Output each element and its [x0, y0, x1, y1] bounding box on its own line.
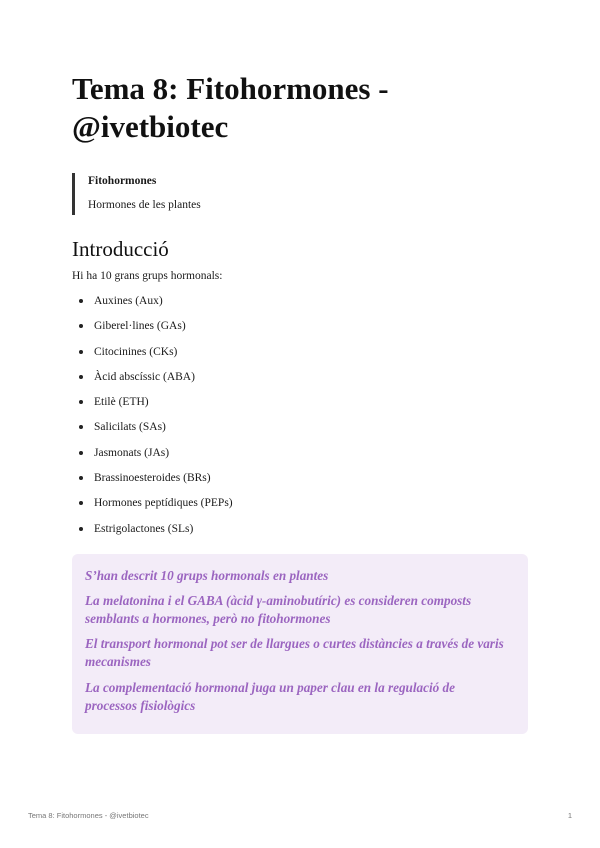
definition-blockquote: [72, 173, 528, 215]
bullet-icon: [79, 527, 83, 531]
bullet-icon: [79, 299, 83, 303]
document-page: [72, 70, 528, 713]
callout-line: La complementació hormonal juga un paper clau en la regulació de processos fisiològics: [85, 680, 455, 713]
blockquote-title: Fitohormones: [88, 175, 157, 187]
bullet-icon: [79, 400, 83, 404]
list-item: Estrigolactones (SLs): [72, 521, 233, 546]
list-item: Citocinines (CKs): [72, 344, 233, 369]
page-number: 1: [567, 811, 572, 820]
bullet-icon: [79, 350, 83, 354]
bullet-icon: [79, 425, 83, 429]
section-heading: Introducció: [72, 237, 169, 261]
page-title: Tema 8: Fitohormones - @ivetbiotec: [72, 71, 389, 144]
summary-callout: [72, 554, 528, 734]
blockquote-text: Hormones de les plantes: [88, 199, 201, 211]
list-item: Brassinoesteroides (BRs): [72, 470, 233, 495]
list-item: Jasmonats (JAs): [72, 445, 233, 470]
bullet-icon: [79, 501, 83, 505]
bullet-icon: [79, 324, 83, 328]
intro-text: Hi ha 10 grans grups hormonals:: [72, 270, 223, 282]
list-item: Auxines (Aux): [72, 293, 233, 318]
bullet-icon: [79, 375, 83, 379]
list-item: Hormones peptídiques (PEPs): [72, 495, 233, 520]
list-item: Àcid abscíssic (ABA): [72, 369, 233, 394]
hormone-group-list: [72, 293, 233, 546]
bullet-icon: [79, 451, 83, 455]
callout-line: S’han descrit 10 grups hormonals en plantes: [85, 568, 329, 583]
footer-title: Tema 8: Fitohormones - @ivetbiotec: [28, 811, 149, 820]
list-item: Giberel·lines (GAs): [72, 318, 233, 343]
callout-line: El transport hormonal pot ser de llargues o curtes distàncies a través de varis mecanismes: [85, 636, 504, 669]
list-item: Etilè (ETH): [72, 394, 233, 419]
callout-line: La melatonina i el GABA (àcid γ-aminobutíric) es consideren composts semblants a hormones, però no fitohormones: [85, 593, 472, 626]
bullet-icon: [79, 476, 83, 480]
list-item: Salicilats (SAs): [72, 419, 233, 444]
